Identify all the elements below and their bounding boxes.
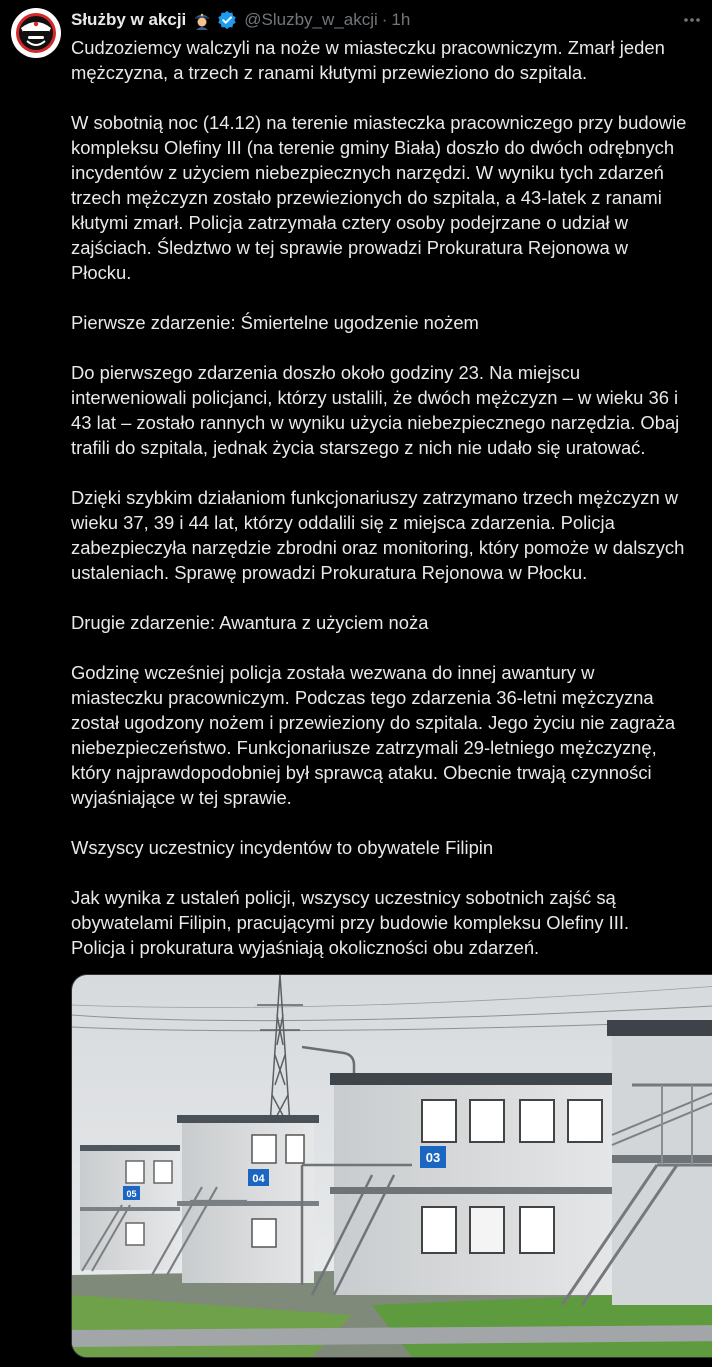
- text-line: został ugodzony nożem i przewieziony do szpitala. Jego życiu nie zagraża: [71, 712, 676, 733]
- police-logo-icon: [11, 8, 61, 58]
- paragraph: [71, 885, 712, 960]
- author-name[interactable]: Służby w akcji: [71, 10, 187, 29]
- paragraph: [71, 485, 712, 585]
- tweet-header: [71, 8, 712, 32]
- building-number-05: 05: [126, 1189, 137, 1199]
- paragraph: [71, 35, 712, 85]
- author-handle[interactable]: @Sluzby_w_akcji: [244, 10, 378, 29]
- text-line: miasteczku pracowniczym. Podczas tego zdarzenia 36-letni mężczyzna: [71, 687, 654, 708]
- text-line: mężczyzna, a trzech z ranami kłutymi przewieziono do szpitala.: [71, 62, 588, 83]
- text-line: Dzięki szybkim działaniom funkcjonariuszy zatrzymano trzech mężczyzn w: [71, 487, 679, 508]
- verified-badge-icon[interactable]: [217, 10, 237, 30]
- more-options-icon[interactable]: [682, 10, 702, 35]
- text-line: Pierwsze zdarzenie: Śmiertelne ugodzenie nożem: [71, 312, 479, 333]
- text-line: Wszyscy uczestnicy incydentów to obywatele Filipin: [71, 837, 494, 858]
- text-line: wyjaśniające w tej sprawie.: [71, 787, 292, 808]
- text-line: incydentów z użyciem niebezpiecznych narzędzi. W wyniku tych zdarzeń: [71, 162, 664, 183]
- avatar[interactable]: [11, 8, 61, 58]
- text-line: trafili do szpitala, jednak życia starszego z nich nie udało się uratować.: [71, 437, 646, 458]
- text-line: Jak wynika z ustaleń policji, wszyscy uczestnicy sobotnich zajść są: [71, 887, 616, 908]
- tweet-photo[interactable]: [71, 974, 712, 1358]
- text-line: Cudzoziemcy walczyli na noże w miasteczku pracowniczym. Zmarł jeden: [71, 37, 665, 58]
- paragraph: [71, 110, 712, 285]
- text-line: kłutymi zmarł. Policja zatrzymała cztery osoby podejrzane o udział w: [71, 212, 629, 233]
- section-heading: [71, 310, 712, 335]
- section-heading: [71, 610, 712, 635]
- text-line: obywatelami Filipin, pracującymi przy budowie kompleksu Olefiny III.: [71, 912, 630, 933]
- section-heading: [71, 835, 712, 860]
- text-line: ustaleniach. Sprawę prowadzi Prokuratura Rejonowa w Płocku.: [71, 562, 588, 583]
- text-line: trzech mężczyzn zostało przewiezionych do szpitala, a 43-latek z ranami: [71, 187, 662, 208]
- text-line: W sobotnią noc (14.12) na terenie miasteczka pracowniczego przy budowie: [71, 112, 687, 133]
- text-line: Godzinę wcześniej policja została wezwana do innej awantury w: [71, 662, 595, 683]
- text-line: zabezpieczyła narzędzie zbrodni oraz monitoring, który pomoże w dalszych: [71, 537, 685, 558]
- police-officer-emoji-icon: [192, 10, 212, 30]
- text-line: zajściach. Śledztwo w tej sprawie prowadzi Prokuratura Rejonowa w: [71, 237, 629, 258]
- container-building-03: [302, 1073, 630, 1295]
- paragraph: [71, 660, 712, 810]
- building-number-04: 04: [252, 1173, 265, 1185]
- building-number-03: 03: [425, 1150, 441, 1165]
- text-line: Policja i prokuratura wyjaśniają okoliczności obu zdarzeń.: [71, 937, 540, 958]
- separator-dot: ·: [381, 10, 388, 29]
- text-line: Płocku.: [71, 262, 132, 283]
- text-line: niebezpieczeństwo. Funkcjonariusze zatrzymali 29-letniego mężczyznę,: [71, 737, 657, 758]
- text-line: 43 lat – zostało rannych w wyniku użycia niebezpiecznego narzędzia. Obaj: [71, 412, 680, 433]
- worker-camp-photo: [72, 975, 712, 1357]
- text-line: wieku 37, 39 i 44 lat, którzy oddalili się z miejsca zdarzenia. Policja: [71, 512, 615, 533]
- tweet-text: [71, 35, 712, 985]
- text-line: interweniowali policjanci, którzy ustalili, że dwóch mężczyzn – w wieku 36 i: [71, 387, 679, 408]
- paragraph: [71, 360, 712, 460]
- text-line: który najprawdopodobniej był sprawcą ataku. Obecnie trwają czynności: [71, 762, 652, 783]
- text-line: Drugie zdarzenie: Awantura z użyciem noża: [71, 612, 429, 633]
- text-line: Do pierwszego zdarzenia doszło około godziny 23. Na miejscu: [71, 362, 581, 383]
- tweet-timestamp[interactable]: 1h: [391, 10, 411, 29]
- text-line: kompleksu Olefiny III (na terenie gminy Biała) doszło do dwóch odrębnych: [71, 137, 675, 158]
